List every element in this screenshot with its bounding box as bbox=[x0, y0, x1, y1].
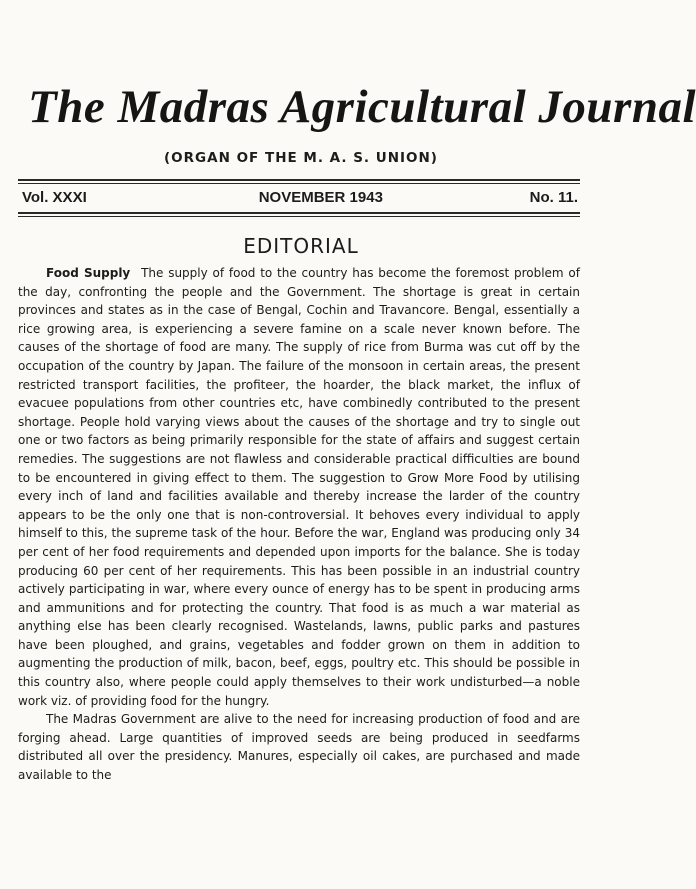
header-rule-top bbox=[18, 179, 580, 181]
issue-date: NOVEMBER 1943 bbox=[258, 189, 383, 206]
issue-number: No. 11. bbox=[529, 189, 578, 206]
editorial-body bbox=[18, 264, 580, 785]
editorial-paragraph-2: The Madras Government are alive to the need for increasing production of food and are forging ahead. Large quantities of improved seeds are being produced in seedfarms distributed all over the presidency. Manures, especially oil cakes, are purchased and made available to the bbox=[18, 712, 580, 783]
organ-subtitle: (ORGAN OF THE M. A. S. UNION) bbox=[164, 150, 438, 166]
lead-heading: Food Supply bbox=[46, 266, 131, 280]
volume-label: Vol. XXXI bbox=[22, 189, 87, 206]
header-rule-top-thin bbox=[18, 183, 580, 184]
paragraph-1-text: The supply of food to the country has become the foremost problem of the day, confronting the people and the Government. The shortage is great in certain provinces and states as in the case of Bengal, Cochin and Travancore. Bengal, essentially a rice growing area, is experiencing a severe famine on a scale never known before. The causes of the shortage of food are many. The supply of rice from Burma was cut off by the occupation of the country by Japan. The failure of the monsoon in certain areas, the present restricted transport facilities, the profiteer, the hoarder, the black market, the influx of evacuee populations from other countries etc, have combinedly contributed to the present shortage. People hold varying views about the causes of the shortage and try to single out one or two factors as being primarily responsible for the state of affairs and suggest certain remedies. The suggestions are not flawless and considerable practical difficulties are bound to be encountered in giving effect to them. The suggestion to Grow More Food by utilising every inch of land and facilities available and thereby increase the larder of the country appears to be the only one that is non-controversial. It behoves every individual to apply himself to this, the supreme task of the hour. Before the war, England was producing only 34 per cent of her food requirements and depended upon imports for the balance. She is today producing 60 per cent of her requirements. This has been possible in an industrial country actively participating in war, where every ounce of energy has to be spent in producing arms and ammunitions and for protecting the country. That food is as much a war material as anything else has been clearly recognised. Wastelands, lawns, public parks and pastures have been ploughed, and grains, vegetables and fodder grown on them in addition to augmenting the production of milk, bacon, beef, eggs, poultry etc. This should be possible in this country also, where people could apply themselves to their work undisturbed—a noble work viz. of providing food for the hungry. bbox=[18, 266, 580, 708]
header-rule-bottom bbox=[18, 212, 580, 214]
editorial-paragraph-1 bbox=[18, 264, 580, 710]
section-title: EDITORIAL bbox=[243, 234, 359, 258]
journal-title: The Madras Agricultural Journal bbox=[28, 81, 696, 133]
issue-line bbox=[22, 189, 578, 206]
header-rule-bottom-thin bbox=[18, 216, 580, 217]
